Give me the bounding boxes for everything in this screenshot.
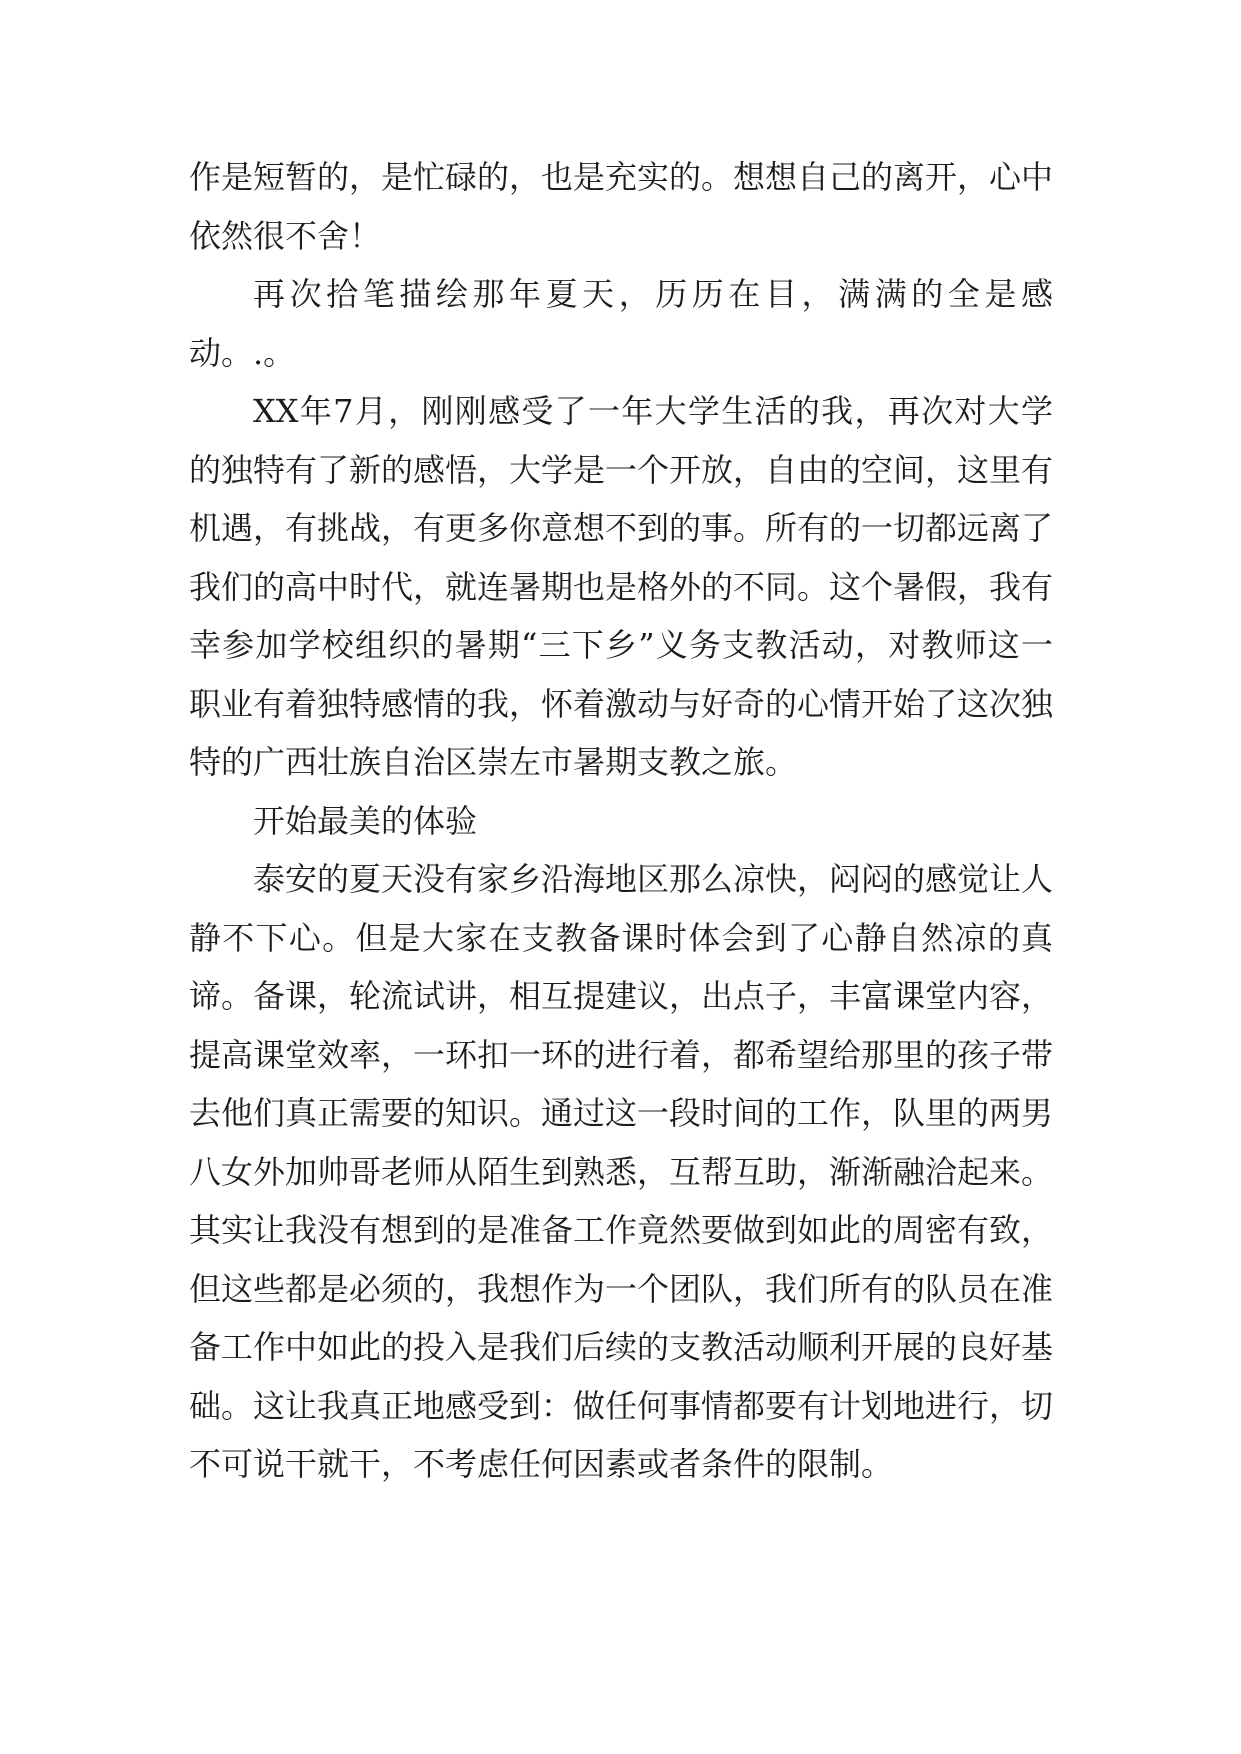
paragraph-1: 作是短暂的，是忙碌的，也是充实的。想想自己的离开，心中依然很不舍！	[189, 158, 1054, 255]
section-heading: 开始最美的体验	[253, 801, 478, 840]
paragraph-2: 再次拾笔描绘那年夏天，历历在目，满满的全是感动。.。	[189, 275, 1053, 372]
paragraph-4: 泰安的夏天没有家乡沿海地区那么凉快，闷闷的感觉让人静不下心。但是大家在支教备课时体会到了心静自然凉的真谛。备课，轮流试讲，相互提建议，出点子，丰富课堂内容，提高课堂效率，一环扣一环的进行着，都希望给那里的孩子带去他们真正需要的知识。通过这一段时间的工作，队里的两男八女外加帅哥老师从陌生到熟悉，互帮互助，渐渐融洽起来。其实让我没有想到的是准备工作竟然要做到如此的周密有致，但这些都是必须的，我想作为一个团队，我们所有的队员在准备工作中如此的投入是我们后续的支教活动顺利开展的良好基础。这让我真正地感受到：做任何事情都要有计划地进行，切不可说干就干，不考虑任何因素或者条件的限制。	[189, 860, 1054, 1483]
body-text	[189, 148, 1053, 1494]
paragraph-3: XX年7月，刚刚感受了一年大学生活的我，再次对大学的独特有了新的感悟，大学是一个开放，自由的空间，这里有机遇，有挑战，有更多你意想不到的事。所有的一切都远离了我们的高中时代，就连暑期也是格外的不同。这个暑假，我有幸参加学校组织的暑期“三下乡”义务支教活动，对教师这一职业有着独特感情的我，怀着激动与好奇的心情开始了这次独特的广西壮族自治区崇左市暑期支教之旅。	[189, 392, 1054, 781]
